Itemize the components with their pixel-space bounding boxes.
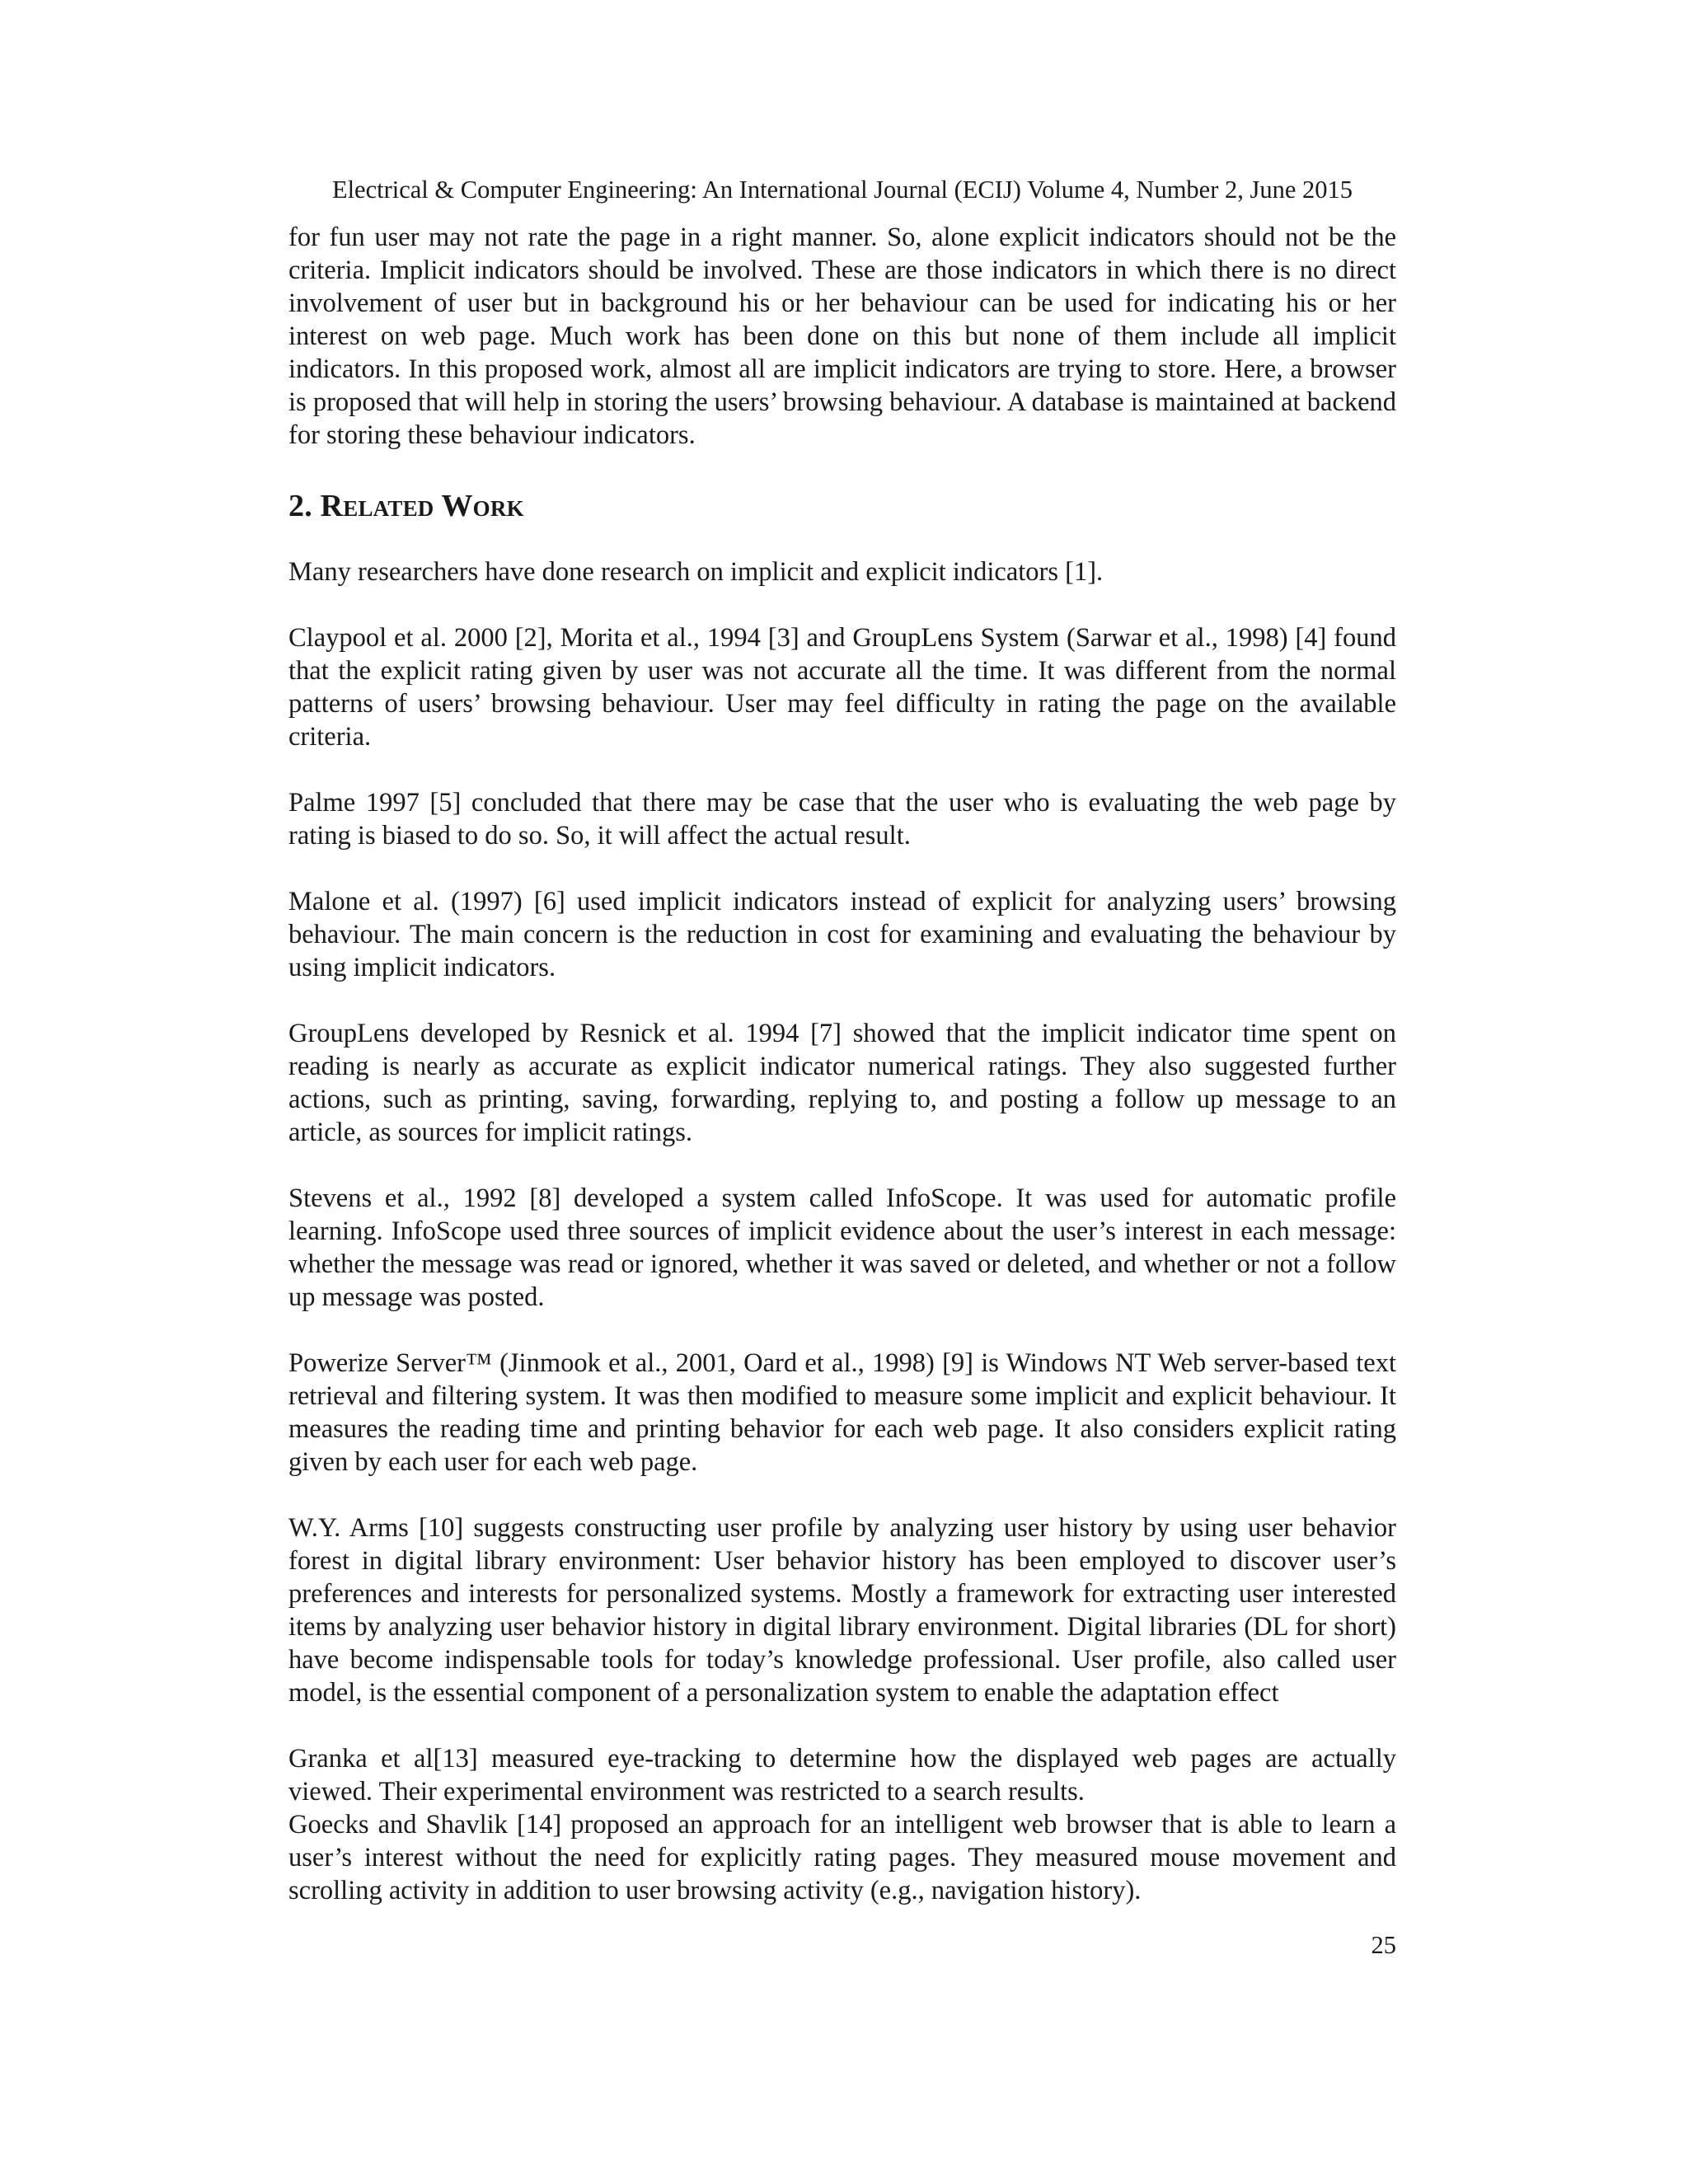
- intro-paragraph: for fun user may not rate the page in a right manner. So, alone explicit indicators should not be the criteria. Implicit indicators should be involved. These are those indicators in which there is no direct involvement of user but in background his or her behaviour can be used for indicating his or her interest on web page. Much work has been done on this but none of them include all implicit indicators. In this proposed work, almost all are implicit indicators are trying to store. Here, a browser is proposed that will help in storing the users’ browsing behaviour. A database is maintained at backend for storing these behaviour indicators.: [288, 223, 1396, 450]
- paragraph-claypool: Claypool et al. 2000 [2], Morita et al., 1994 [3] and GroupLens System (Sarwar et al., 1998) [4] found that the explicit rating given by user was not accurate all the time. It was different from the normal patterns of users’ browsing behaviour. User may feel difficulty in rating the page on the available criteria.: [288, 623, 1396, 752]
- paragraph-stevens: Stevens et al., 1992 [8] developed a system called InfoScope. It was used for automatic profile learning. InfoScope used three sources of implicit evidence about the user’s interest in each message: whether the message was read or ignored, whether it was saved or deleted, and whether or not a follow up message was posted.: [288, 1183, 1396, 1312]
- paragraph-powerize: Powerize Server™ (Jinmook et al., 2001, Oard et al., 1998) [9] is Windows NT Web server-based text retrieval and filtering system. It was then modified to measure some implicit and explicit behaviour. It measures the reading time and printing behavior for each web page. It also considers explicit rating given by each user for each web page.: [288, 1348, 1396, 1477]
- paragraph-grouplens: GroupLens developed by Resnick et al. 1994 [7] showed that the implicit indicator time spent on reading is nearly as accurate as explicit indicator numerical ratings. They also suggested further actions, such as printing, saving, forwarding, replying to, and posting a follow up message to an article, as sources for implicit ratings.: [288, 1019, 1396, 1147]
- paragraph-goecks: Goecks and Shavlik [14] proposed an approach for an intelligent web browser that is able to learn a user’s interest without the need for explicitly rating pages. They measured mouse movement and scrolling activity in addition to user browsing activity (e.g., navigation history).: [288, 1810, 1396, 1905]
- paragraph-palme: Palme 1997 [5] concluded that there may be case that the user who is evaluating the web page by rating is biased to do so. So, it will affect the actual result.: [288, 788, 1396, 851]
- paragraph-related-intro: Many researchers have done research on implicit and explicit indicators [1].: [288, 557, 1104, 587]
- paragraph-granka: Granka et al[13] measured eye-tracking to determine how the displayed web pages are actually viewed. Their experimental environment was restricted to a search results.: [288, 1744, 1396, 1807]
- body-text: [288, 221, 1396, 1907]
- paragraph-arms: W.Y. Arms [10] suggests constructing user profile by analyzing user history by using user behavior forest in digital library environment: User behavior history has been employed to discover user’s preferences and interests for personalized systems. Mostly a framework for extracting user interested items by analyzing user behavior history in digital library environment. Digital libraries (DL for short) have become indispensable tools for today’s knowledge professional. User profile, also called user model, is the essential component of a personalization system to enable the adaptation effect: [288, 1513, 1396, 1708]
- running-header: Electrical & Computer Engineering: An International Journal (ECIJ) Volume 4, Number 2, June 2015: [331, 176, 1353, 204]
- section-heading: 2. Related Work: [288, 489, 524, 523]
- page-number: 25: [1371, 1931, 1396, 1959]
- paragraph-malone: Malone et al. (1997) [6] used implicit indicators instead of explicit for analyzing users’ browsing behaviour. The main concern is the reduction in cost for examining and evaluating the behaviour by using implicit indicators.: [288, 887, 1396, 982]
